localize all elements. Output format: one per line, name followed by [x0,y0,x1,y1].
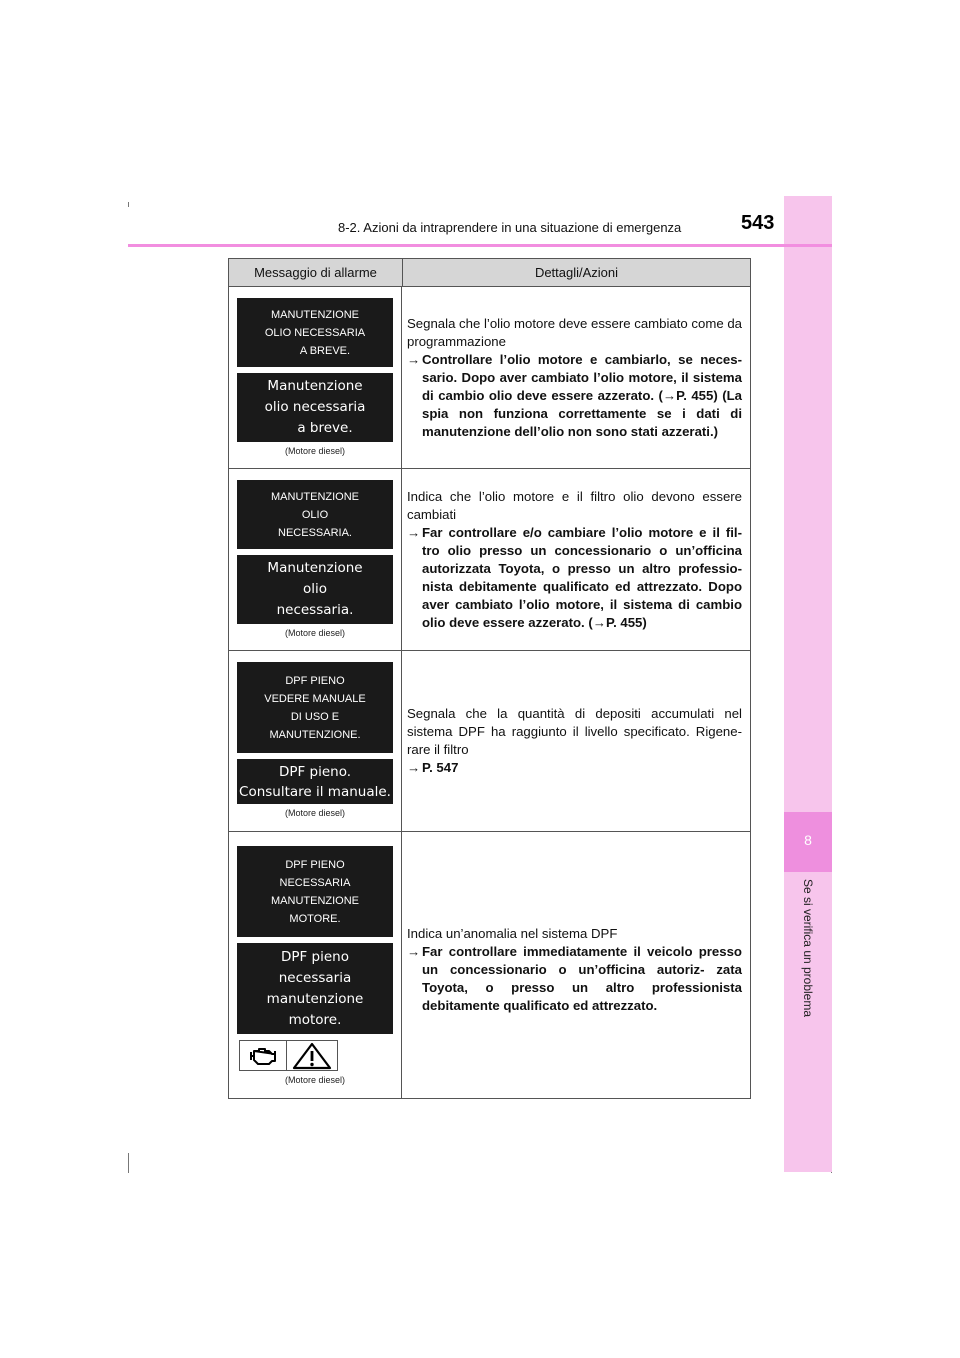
description-text: Segnala che la quantità di depositi accumulati nel sistema DPF ha raggiunto il livello specificato. Rigene- rare il filtro [407,706,742,757]
description-text: Indica un’anomalia nel sistema DPF [407,926,618,941]
display-line: olio necessaria [264,399,366,415]
page-number: 543 [741,212,775,234]
table-row [229,469,750,651]
display-line: OLIO NECESSARIA [264,326,366,339]
arrow-icon: → [407,524,421,540]
display-line: NECESSARIA [279,876,351,889]
warning-display-text [237,846,393,937]
warning-display-graphic [237,373,393,442]
display-line: A BREVE. [299,344,351,357]
action-text: P. 547 [422,760,459,775]
display-line: manutenzione [266,990,364,1007]
row-description [407,705,742,777]
engine-check-icon-svg [247,1045,279,1067]
action-text: Controllare l’olio motore e cambiarlo, se neces- sario. Dopo aver cambiato l’olio motore, il sistema di cambio olio deve essere azzerato. (→P. 455) (La spia non funziona correttamente se i dati di manutenzione dell’olio non sono stati azzerati.) [422,351,742,439]
arrow-icon: → [407,760,421,775]
engine-note: (Motore diesel) [284,808,346,818]
action-line [407,943,742,1015]
action-line [407,524,742,632]
arrow-icon: → [407,351,421,367]
table-row [229,832,750,1098]
crop-mark [128,1153,129,1173]
engine-note: (Motore diesel) [284,1075,346,1085]
display-line: DPF pieno. [278,763,352,780]
chapter-side-tab [784,196,832,1172]
warning-display-graphic [237,943,393,1034]
display-line: OLIO [301,508,329,521]
warning-display-text [237,298,393,367]
display-line: MANUTENZIONE [271,490,359,503]
column-header-message: Messaggio di allarme [229,259,403,286]
display-line: NECESSARIA. [278,526,352,539]
header-rule [128,244,832,247]
display-line: DI USO E [290,710,340,723]
display-line: Manutenzione [267,378,363,394]
warning-triangle-icon [287,1040,338,1071]
row-description [407,925,742,1015]
chapter-number: 8 [784,812,832,872]
display-line: necessaria [278,969,352,986]
display-line: DPF pieno [280,948,350,965]
engine-note: (Motore diesel) [284,628,346,638]
warning-display-text [237,480,393,549]
engine-check-icon [239,1040,287,1071]
chapter-title: Se si verifica un problema [801,878,815,1018]
display-line: motore. [288,1011,342,1028]
engine-note: (Motore diesel) [284,446,346,456]
description-text: Indica che l’olio motore e il filtro olio devono essere cambiati [407,488,742,522]
warning-message-table [228,258,751,1099]
display-line: Consultare il manuale. [239,783,391,800]
indicator-icons [239,1040,401,1071]
crop-mark [128,202,129,207]
display-line: MANUTENZIONE [271,894,359,907]
arrow-icon: → [407,944,421,959]
warning-display-graphic [237,555,393,624]
display-line: olio [302,581,328,597]
warning-display-graphic [237,759,393,804]
table-row [229,287,750,469]
action-text: Far controllare e/o cambiare l’olio motore e il fil- tro olio presso un concessionario o un’officina autorizzata Toyota, o presso un altro professio- nista debitamente qualificato ed attrezzato. Dopo aver cambiato l’olio motore, il sistema di cambio olio deve essere azzerato. (→P. 455) [422,524,742,630]
display-line: DPF PIENO [285,858,345,871]
warning-triangle-icon-svg [292,1042,332,1070]
row-description [407,315,742,441]
row-description [407,488,742,632]
display-line: VEDERE MANUALE [264,692,366,705]
column-header-details: Dettagli/Azioni [534,265,619,280]
table-row [229,651,750,832]
display-line: MANUTENZIONE. [269,728,361,741]
action-text: Far controllare immediatamente il veicolo presso un concessionario o un’officina autoriz- zata Toyota, o presso un altro professionista debitamente qualificato ed attrezzato. [422,944,742,1013]
action-line [407,351,742,441]
display-line: a breve. [297,420,353,436]
table-header [229,259,750,287]
display-line: necessaria. [276,602,354,618]
section-title: 8-2. Azioni da intraprendere in una situazione di emergenza [338,220,682,235]
display-line: MOTORE. [289,912,341,925]
display-line: Manutenzione [267,560,363,576]
display-line: DPF PIENO [285,674,345,687]
display-line: MANUTENZIONE [271,308,359,321]
description-text: Segnala che l’olio motore deve essere cambiato come da programmazione [407,315,743,349]
action-line [407,759,742,777]
warning-display-text [237,662,393,753]
